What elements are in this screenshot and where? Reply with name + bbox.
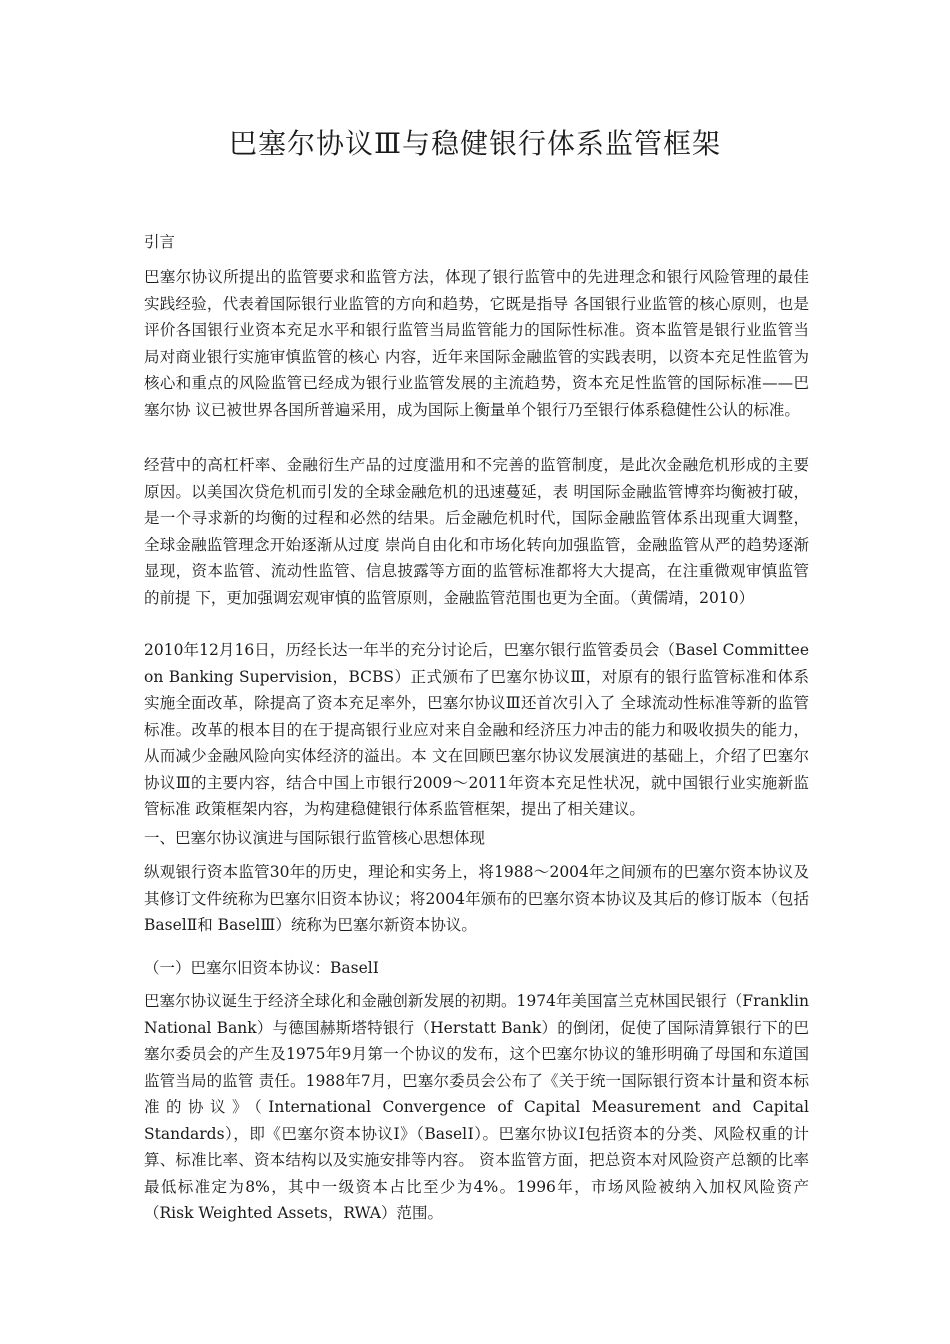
paragraph-section-2 xyxy=(144,988,809,1227)
section-heading-2: （一）巴塞尔旧资本协议：BaselⅠ xyxy=(144,959,379,977)
paragraph-section-1 xyxy=(144,859,809,939)
paragraph-intro-3 xyxy=(144,637,809,823)
document-title: 巴塞尔协议Ⅲ与稳健银行体系监管框架 xyxy=(228,127,721,160)
paragraph-intro-2 xyxy=(144,452,809,611)
paragraph-intro-1 xyxy=(144,264,809,423)
section-heading-1: 一、巴塞尔协议演进与国际银行监管核心思想体现 xyxy=(144,829,486,847)
paragraph-text: 纵观银行资本监管30年的历史，理论和实务上，将1988～2004年之间颁布的巴塞尔资本协议及其修订文件统称为巴塞尔旧资本协议；将2004年颁布的巴塞尔资本协议及其后的修订版本（包括 BaselⅡ和 BaselⅢ）统称为巴塞尔新资本协议。 xyxy=(144,863,809,934)
paragraph-text: 经营中的高杠杆率、金融衍生产品的过度滥用和不完善的监管制度，是此次金融危机形成的主要原因。以美国次贷危机而引发的全球金融危机的迅速蔓延，表 明国际金融监管博弈均衡被打破，是一个寻求新的均衡的过程和必然的结果。后金融危机时代，国际金融监管体系出现重大调整，全球金融监管理念开始逐渐从过度 崇尚自由化和市场化转向加强监管，金融监管从严的趋势逐渐显现，资本监管、流动性监管、信息披露等方面的监管标准都将大大提高，在注重微观审慎监管的前提 下，更加强调宏观审慎的监管原则，金融监管范围也更为全面。（黄儒靖，2010） xyxy=(144,456,809,607)
section-intro-label: 引言 xyxy=(144,233,176,251)
paragraph-text: 巴塞尔协议诞生于经济全球化和金融创新发展的初期。1974年美国富兰克林国民银行（Franklin National Bank）与德国赫斯塔特银行（Herstatt Bank）的倒闭，促使了国际清算银行下的巴塞尔委员会的产生及1975年9月第一个协议的发布，这个巴塞尔协议的雏形明确了母国和东道国监管当局的监管 责任。1988年7月，巴塞尔委员会公布了《关于统一国际银行资本计量和资本标准的协议》（International Convergence of Capital Measurement and Capital Standards），即《巴塞尔资本协议Ⅰ》（BaselⅠ）。巴塞尔协议Ⅰ包括资本的分类、风险权重的计算、标准比率、资本结构以及实施安排等内容。 资本监管方面，把总资本对风险资产总额的比率最低标准定为8%，其中一级资本占比至少为4%。1996年，市场风险被纳入加权风险资产（Risk Weighted Assets，RWA）范围。 xyxy=(144,992,809,1222)
paragraph-text: 2010年12月16日，历经长达一年半的充分讨论后，巴塞尔银行监管委员会（Basel Committee on Banking Supervision，BCBS）正式颁布了巴塞尔协议Ⅲ，对原有的银行监管标准和体系实施全面改革，除提高了资本充足率外，巴塞尔协议Ⅲ还首次引入了 全球流动性标准等新的监管标准。改革的根本目的在于提高银行业应对来自金融和经济压力冲击的能力和吸收损失的能力，从而减少金融风险向实体经济的溢出。本 文在回顾巴塞尔协议发展演进的基础上，介绍了巴塞尔协议Ⅲ的主要内容，结合中国上市银行2009～2011年资本充足性状况，就中国银行业实施新监管标准 政策框架内容，为构建稳健银行体系监管框架，提出了相关建议。 xyxy=(144,641,809,818)
paragraph-text: 巴塞尔协议所提出的监管要求和监管方法，体现了银行监管中的先进理念和银行风险管理的最佳实践经验，代表着国际银行业监管的方向和趋势，它既是指导 各国银行业监管的核心原则，也是评价各国银行业资本充足水平和银行监管当局监管能力的国际性标准。资本监管是银行业监管当局对商业银行实施审慎监管的核心 内容，近年来国际金融监管的实践表明，以资本充足性监管为核心和重点的风险监管已经成为银行业监管发展的主流趋势，资本充足性监管的国际标准——巴塞尔协 议已被世界各国所普遍采用，成为国际上衡量单个银行乃至银行体系稳健性公认的标准。 xyxy=(144,268,809,419)
